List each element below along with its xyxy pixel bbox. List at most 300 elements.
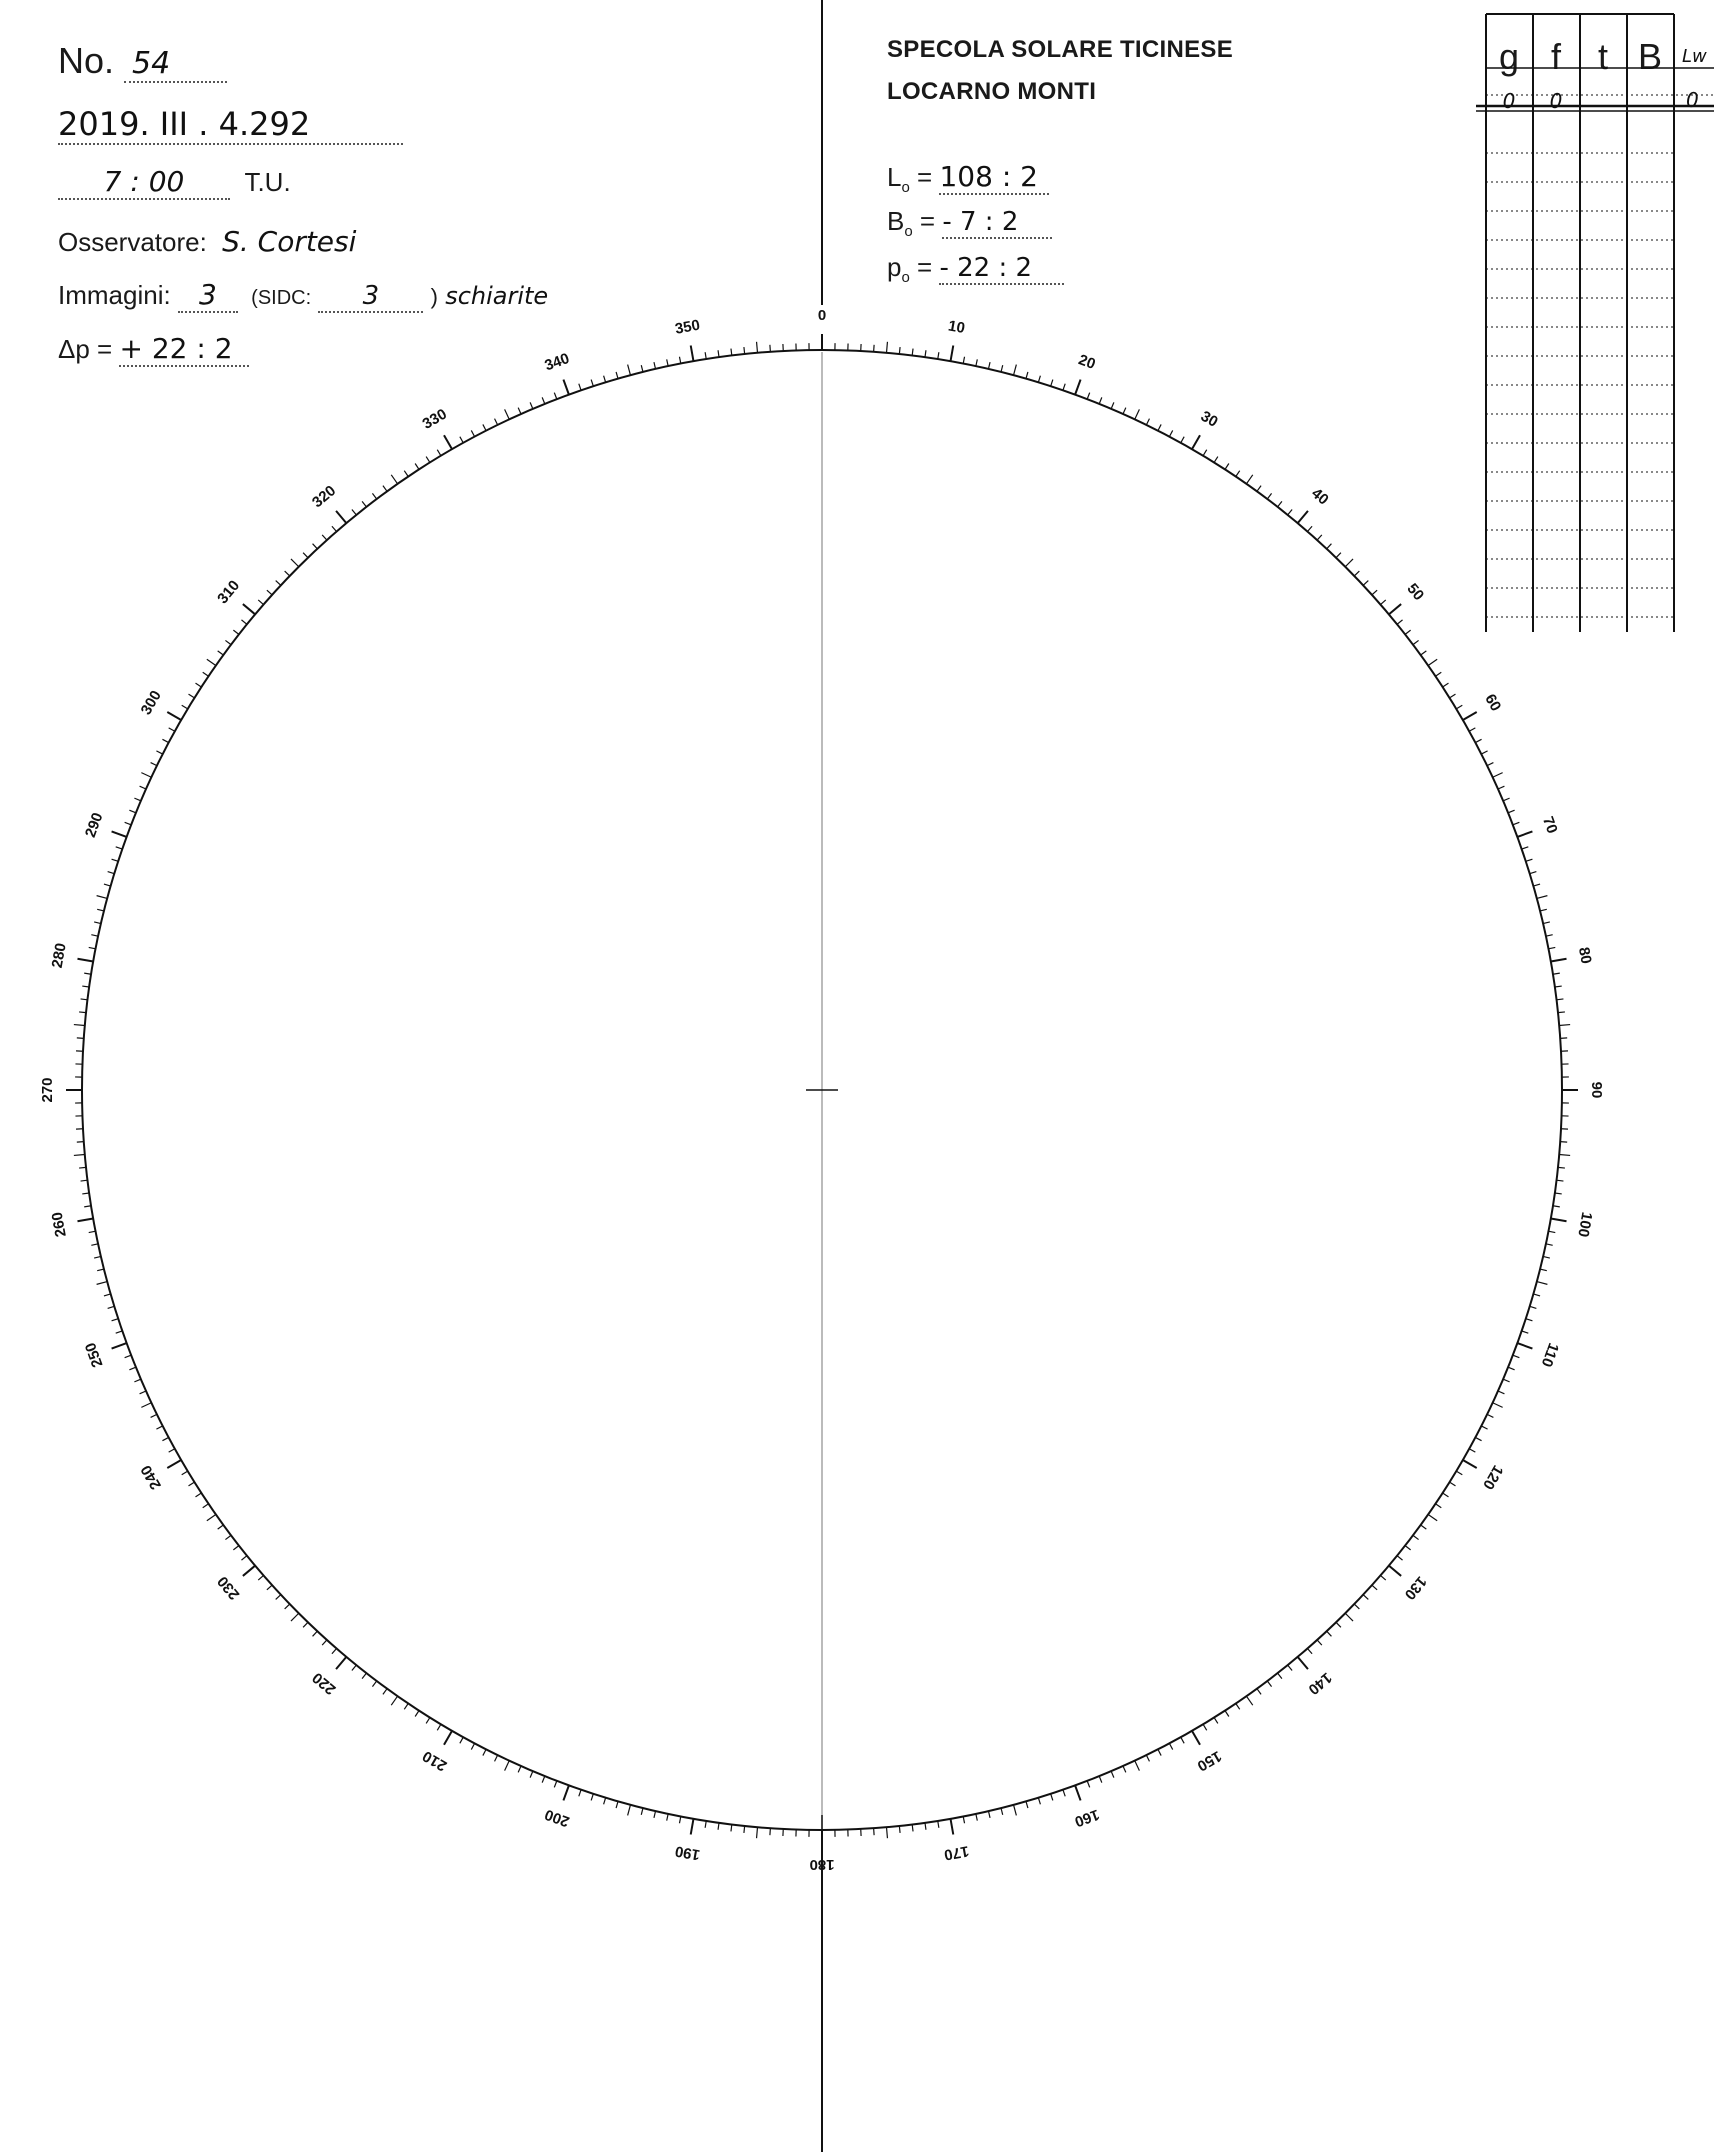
degree-tick <box>1123 1766 1126 1772</box>
degree-tick <box>1553 1206 1560 1207</box>
degree-tick <box>196 1493 202 1497</box>
degree-label: 230 <box>214 1572 244 1603</box>
degree-tick <box>951 1819 954 1835</box>
l0-row: $L_o = 108$ : 2 <box>887 160 1049 196</box>
degree-tick <box>471 430 474 436</box>
degree-tick <box>362 1673 366 1679</box>
degree-tick <box>1317 1640 1322 1645</box>
degree-tick <box>1038 1798 1040 1805</box>
degree-tick <box>444 1731 452 1745</box>
degree-tick <box>322 535 327 540</box>
degree-label: 10 <box>946 317 967 338</box>
sidc-label: (SIDC: <box>251 287 312 309</box>
degree-tick <box>460 437 463 443</box>
degree-tick <box>1026 1801 1028 1808</box>
header-lw: Lw <box>1682 46 1707 67</box>
degree-tick <box>1317 535 1322 540</box>
degree-tick <box>718 1823 719 1830</box>
degree-tick <box>563 380 568 395</box>
degree-tick <box>1001 365 1003 372</box>
degree-tick <box>1522 1331 1529 1333</box>
degree-tick <box>1493 1403 1503 1408</box>
conditions-note: schiarite <box>445 282 549 310</box>
b0-row: $B_o$ = - 7 : 2 <box>887 206 1052 240</box>
degree-tick <box>1551 959 1567 962</box>
degree-tick <box>1026 372 1028 379</box>
degree-tick <box>1469 728 1475 731</box>
degree-tick <box>1481 1426 1487 1429</box>
degree-tick <box>233 1546 239 1550</box>
degree-label: 50 <box>1403 580 1428 604</box>
header-b: B <box>1637 36 1662 77</box>
degree-tick <box>97 1269 104 1271</box>
degree-tick <box>167 1460 181 1468</box>
degree-tick <box>167 712 181 720</box>
degree-tick <box>483 424 486 430</box>
degree-tick <box>1463 712 1477 720</box>
degree-tick <box>1135 1761 1140 1771</box>
degree-tick <box>1443 683 1449 687</box>
degree-tick <box>79 1167 86 1168</box>
degree-tick <box>1553 973 1560 974</box>
degree-tick <box>1111 402 1114 408</box>
degree-label: 150 <box>1194 1747 1225 1775</box>
degree-tick <box>912 349 913 356</box>
degree-tick <box>1533 884 1540 886</box>
degree-tick <box>218 651 224 655</box>
degree-tick <box>976 1814 977 1821</box>
degree-tick <box>757 342 758 353</box>
degree-label: 250 <box>81 1340 107 1370</box>
degree-tick <box>1087 1781 1090 1788</box>
degree-tick <box>243 604 255 614</box>
degree-tick <box>887 342 888 353</box>
degree-tick <box>332 526 337 531</box>
degree-tick <box>1546 935 1553 936</box>
degree-tick <box>267 590 272 595</box>
degree-tick <box>336 511 346 523</box>
degree-tick <box>542 1776 545 1782</box>
degree-tick <box>679 357 680 364</box>
observatory-location: LOCARNO MONTI <box>887 78 1097 105</box>
degree-tick <box>591 1794 593 1801</box>
degree-tick <box>291 559 299 567</box>
degree-tick <box>1508 1367 1514 1370</box>
degree-tick <box>1257 1689 1261 1695</box>
degree-tick <box>1537 1282 1548 1285</box>
degree-tick <box>383 486 387 492</box>
degree-tick <box>125 822 132 825</box>
degree-tick <box>963 357 964 364</box>
degree-tick <box>1236 471 1240 477</box>
degree-tick <box>1225 1711 1229 1717</box>
degree-tick <box>1548 947 1555 948</box>
time-unit: T.U. <box>244 167 291 197</box>
degree-tick <box>372 1681 376 1687</box>
degree-tick <box>89 1231 96 1232</box>
degree-tick <box>1475 1437 1481 1440</box>
degree-tick <box>352 1665 356 1670</box>
degree-tick <box>1169 1743 1172 1749</box>
degree-tick <box>1051 1794 1053 1801</box>
degree-tick <box>1345 559 1353 567</box>
degree-tick <box>1517 1343 1532 1348</box>
degree-tick <box>1354 1604 1359 1609</box>
degree-tick <box>757 1827 758 1838</box>
sidc-value: 3 <box>318 281 423 313</box>
degree-tick <box>530 402 533 408</box>
degree-tick <box>1225 464 1229 470</box>
degree-tick <box>225 640 231 644</box>
degree-tick <box>112 1319 119 1321</box>
degree-tick <box>91 1244 98 1245</box>
degree-tick <box>1498 786 1504 789</box>
degree-tick <box>1146 1755 1149 1761</box>
degree-tick <box>1413 640 1419 644</box>
degree-tick <box>1099 1776 1102 1782</box>
degree-label: 30 <box>1197 407 1221 431</box>
degree-tick <box>667 1814 668 1821</box>
degree-tick <box>189 694 195 698</box>
degree-tick <box>391 475 397 484</box>
degree-tick <box>383 1689 387 1695</box>
degree-tick <box>1203 450 1207 456</box>
degree-tick <box>94 1256 101 1258</box>
degree-tick <box>988 362 990 369</box>
degree-tick <box>1456 1471 1462 1475</box>
degree-tick <box>1428 659 1437 665</box>
degree-tick <box>591 380 593 387</box>
degree-tick <box>372 493 376 499</box>
degree-tick <box>887 1827 888 1838</box>
number-value: 54 <box>124 46 227 83</box>
degree-tick <box>267 1585 272 1590</box>
degree-tick <box>744 1826 745 1833</box>
degree-label: 180 <box>809 1856 835 1874</box>
degree-tick <box>731 1824 732 1831</box>
degree-tick <box>1158 424 1161 430</box>
degree-label: 70 <box>1538 814 1561 836</box>
degree-label: 270 <box>38 1077 56 1103</box>
degree-tick <box>1075 1785 1080 1800</box>
degree-tick <box>303 553 308 558</box>
observer-value: S. Cortesi <box>222 225 357 258</box>
degree-tick <box>426 457 430 463</box>
degree-tick <box>1450 1482 1456 1486</box>
time-value: 7 : 00 <box>58 165 230 200</box>
degree-tick <box>276 1595 281 1600</box>
delta-p-label: Δp = <box>58 334 113 364</box>
degree-tick <box>1540 909 1547 911</box>
degree-label: 110 <box>1537 1340 1562 1370</box>
degree-tick <box>483 1749 486 1755</box>
degree-tick <box>1530 1306 1537 1308</box>
degree-tick <box>108 1306 115 1308</box>
degree-tick <box>77 959 93 962</box>
degree-tick <box>112 831 127 836</box>
degree-tick <box>1533 1294 1540 1296</box>
degree-tick <box>1428 1514 1437 1520</box>
degree-tick <box>1450 694 1456 698</box>
degree-tick <box>1522 847 1529 849</box>
degree-tick <box>291 1613 299 1621</box>
degree-label: 310 <box>214 577 244 608</box>
degree-tick <box>1435 1504 1441 1508</box>
images-value: 3 <box>178 278 238 313</box>
degree-tick <box>604 376 606 383</box>
degree-tick <box>1380 600 1385 605</box>
degree-tick <box>718 350 719 357</box>
header-f: f <box>1550 36 1561 77</box>
degree-tick <box>1038 376 1040 383</box>
degree-tick <box>1363 581 1368 586</box>
degree-tick <box>437 1724 441 1730</box>
degree-tick <box>1336 553 1341 558</box>
degree-tick <box>112 1343 127 1348</box>
degree-tick <box>1063 1790 1065 1797</box>
degree-tick <box>1014 365 1017 376</box>
degree-tick <box>471 1743 474 1749</box>
degree-label: 330 <box>419 405 450 433</box>
degree-tick <box>1463 1460 1477 1468</box>
degree-tick <box>938 1821 939 1828</box>
degree-tick <box>1214 1718 1218 1724</box>
degree-tick <box>1413 1535 1419 1539</box>
degree-tick <box>125 1355 132 1358</box>
value-f: 0 <box>1549 89 1563 113</box>
degree-tick <box>336 1657 346 1669</box>
degree-tick <box>1493 773 1503 778</box>
degree-tick <box>74 1155 85 1156</box>
degree-tick <box>641 1808 643 1815</box>
degree-tick <box>554 393 557 400</box>
l0-value: 108 : 2 <box>939 160 1049 195</box>
degree-label: 140 <box>1304 1668 1335 1698</box>
degree-tick <box>579 1790 581 1797</box>
degree-tick <box>667 359 668 366</box>
degree-label: 20 <box>1076 351 1098 374</box>
degree-tick <box>604 1798 606 1805</box>
degree-tick <box>654 1811 656 1818</box>
degree-tick <box>276 581 281 586</box>
degree-tick <box>415 464 419 470</box>
value-lw: 0 <box>1686 88 1699 112</box>
degree-tick <box>616 1801 618 1808</box>
degree-tick <box>1556 999 1563 1000</box>
delta-p-value: + 22 : 2 <box>119 332 249 367</box>
degree-tick <box>1123 408 1126 414</box>
degree-tick <box>1503 798 1509 801</box>
degree-tick <box>1526 859 1533 861</box>
degree-tick <box>1345 1613 1353 1621</box>
degree-tick <box>116 1331 123 1333</box>
observatory-name: SPECOLA SOLARE TICINESE <box>887 36 1234 63</box>
degree-tick <box>162 1437 168 1440</box>
degree-tick <box>129 810 135 813</box>
degree-label: 0 <box>817 306 827 324</box>
degree-tick <box>426 1718 430 1724</box>
degree-tick <box>1298 1657 1308 1669</box>
degree-tick <box>182 1471 188 1475</box>
degree-tick <box>134 798 140 801</box>
degree-tick <box>225 1535 231 1539</box>
degree-tick <box>218 1525 224 1529</box>
degree-tick <box>912 1824 913 1831</box>
degree-tick <box>654 362 656 369</box>
degree-label: 290 <box>81 810 107 840</box>
degree-tick <box>1288 509 1292 514</box>
degree-tick <box>1278 501 1282 507</box>
degree-tick <box>1246 1696 1252 1705</box>
degree-tick <box>91 935 98 936</box>
degree-label: 120 <box>1479 1462 1507 1493</box>
degree-label: 170 <box>942 1842 971 1864</box>
degree-tick <box>1456 705 1462 709</box>
p0-row: $p_o$ = - 22 : 2 <box>887 252 1064 286</box>
degree-label: 260 <box>48 1210 70 1239</box>
degree-tick <box>81 1180 88 1181</box>
degree-tick <box>169 728 175 731</box>
degree-tick <box>162 739 168 742</box>
degree-tick <box>705 1821 706 1828</box>
degree-tick <box>731 349 732 356</box>
degree-tick <box>1421 1525 1427 1529</box>
degree-tick <box>196 683 202 687</box>
degree-label: 220 <box>309 1668 340 1698</box>
degree-tick <box>79 1012 86 1013</box>
degree-tick <box>1192 1731 1200 1745</box>
degree-tick <box>1363 1595 1368 1600</box>
degree-tick <box>1051 380 1053 387</box>
degree-tick <box>140 786 146 789</box>
degree-tick <box>899 347 900 354</box>
observer-label: Osservatore: <box>58 227 207 257</box>
degree-label: 100 <box>1574 1210 1596 1239</box>
degree-tick <box>203 1504 209 1508</box>
degree-label: 300 <box>137 687 165 718</box>
degree-tick <box>744 347 745 354</box>
degree-tick <box>1001 1808 1003 1815</box>
degree-tick <box>285 1604 290 1609</box>
degree-tick <box>134 1379 140 1382</box>
degree-tick <box>1558 1012 1565 1013</box>
degree-tick <box>1267 1681 1271 1687</box>
degree-tick <box>1530 872 1537 874</box>
degree-tick <box>616 372 618 379</box>
degree-tick <box>116 847 123 849</box>
degree-tick <box>460 1737 463 1743</box>
degree-tick <box>303 1622 308 1627</box>
p0-sub: o <box>901 269 910 286</box>
degree-tick <box>1548 1231 1555 1232</box>
b0-label: B <box>887 206 905 236</box>
degree-tick <box>1267 493 1271 499</box>
degree-tick <box>1555 986 1562 987</box>
degree-label: 90 <box>1588 1081 1606 1099</box>
degree-tick <box>285 571 290 576</box>
degree-tick <box>628 365 631 376</box>
degree-label: 40 <box>1308 484 1332 509</box>
l0-label: L <box>887 162 902 192</box>
degree-tick <box>241 620 246 624</box>
degree-tick <box>189 1482 195 1486</box>
degree-tick <box>1469 1449 1475 1452</box>
degree-tick <box>1508 810 1514 813</box>
degree-tick <box>1099 397 1102 403</box>
degree-tick <box>104 1294 111 1296</box>
degree-tick <box>94 922 101 924</box>
degree-tick <box>518 1766 521 1772</box>
degree-tick <box>104 884 111 886</box>
degree-tick <box>1181 1737 1184 1743</box>
degree-tick <box>243 1566 255 1576</box>
b0-value: - 7 : 2 <box>942 207 1052 239</box>
degree-tick <box>1556 1180 1563 1181</box>
degree-tick <box>495 419 498 425</box>
b0-sub: o <box>904 223 913 240</box>
p0-value: - 22 : 2 <box>939 253 1064 285</box>
degree-tick <box>1169 430 1172 436</box>
degree-label: 200 <box>542 1805 572 1831</box>
degree-tick <box>628 1805 631 1816</box>
degree-tick <box>1146 419 1149 425</box>
degree-tick <box>97 909 104 911</box>
degree-tick <box>1087 393 1090 400</box>
degree-tick <box>141 1403 151 1408</box>
degree-tick <box>140 1391 146 1394</box>
degree-tick <box>563 1785 568 1800</box>
degree-tick <box>313 1631 318 1636</box>
degree-tick <box>1397 1556 1402 1560</box>
degree-tick <box>1389 604 1401 614</box>
degree-tick <box>437 450 441 456</box>
degree-tick <box>1546 1244 1553 1245</box>
degree-tick <box>963 1816 964 1823</box>
degree-tick <box>1543 1256 1550 1258</box>
degree-tick <box>332 1648 337 1653</box>
images-label: Immagini: <box>58 280 171 310</box>
degree-tick <box>141 773 151 778</box>
degree-tick <box>951 345 954 361</box>
degree-tick <box>899 1826 900 1833</box>
degree-tick <box>925 350 926 357</box>
degree-tick <box>313 544 318 549</box>
degree-tick <box>97 1282 108 1285</box>
degree-tick <box>976 359 977 366</box>
header-t: t <box>1597 36 1608 77</box>
degree-tick <box>1537 896 1548 899</box>
degree-tick <box>258 600 263 605</box>
degree-tick <box>1135 409 1140 419</box>
degree-tick <box>151 763 157 766</box>
degree-tick <box>1192 435 1200 449</box>
degree-label: 280 <box>48 941 70 970</box>
degree-tick <box>1288 1665 1292 1670</box>
degree-tick <box>1405 630 1411 634</box>
degree-tick <box>108 872 115 874</box>
degree-tick <box>1389 1566 1401 1576</box>
degree-tick <box>1380 1575 1385 1580</box>
degree-tick <box>84 1206 91 1207</box>
degree-tick <box>82 1193 89 1194</box>
degree-tick <box>1063 384 1065 391</box>
degree-tick <box>1517 831 1532 836</box>
degree-tick <box>1298 511 1308 523</box>
table-grid <box>1476 14 1714 632</box>
degree-tick <box>938 352 939 359</box>
degree-tick <box>322 1640 327 1645</box>
degree-tick <box>1336 1622 1341 1627</box>
